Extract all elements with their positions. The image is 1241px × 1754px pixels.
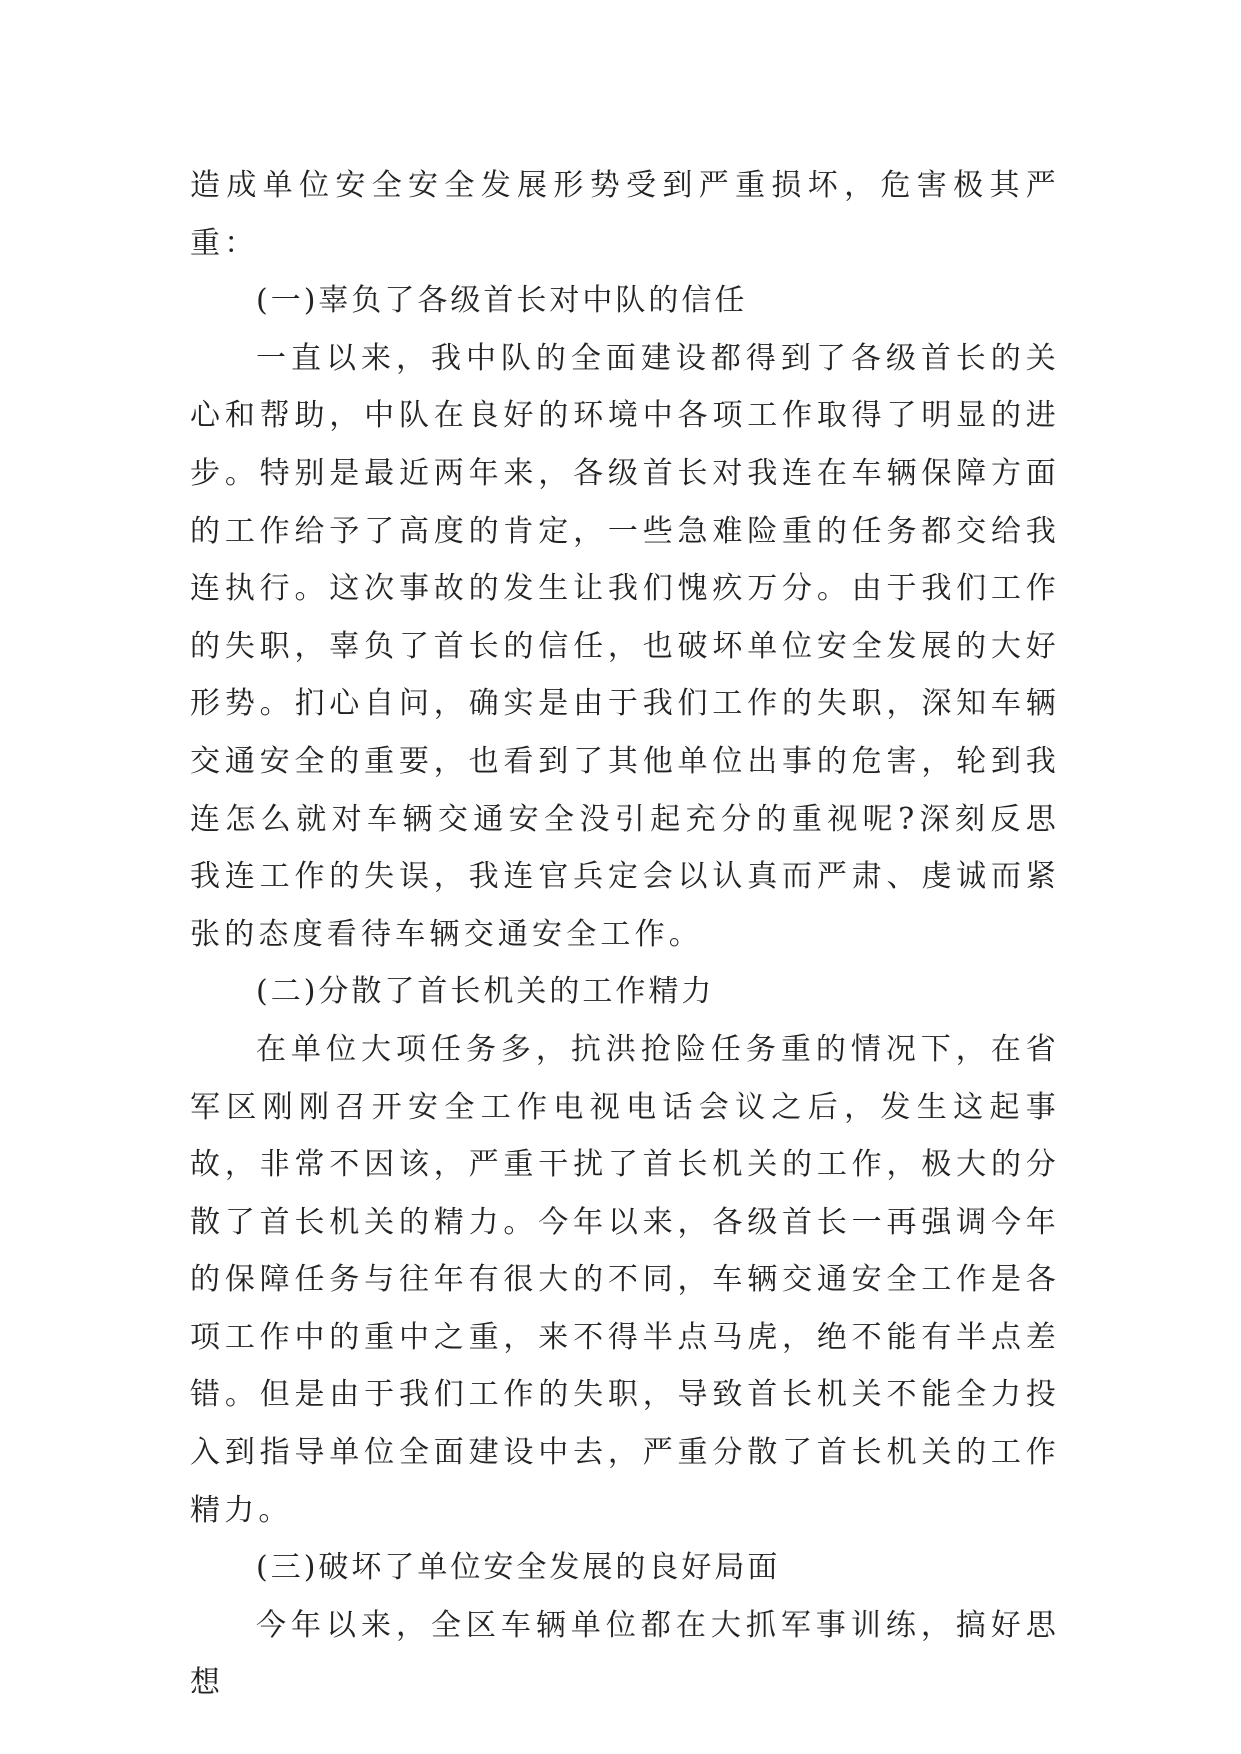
section-heading-3: (三)破坏了单位安全发展的良好局面 <box>256 1550 781 1586</box>
body-paragraph-2: 在单位大项任务多，抗洪抢险任务重的情况下，在省军区刚刚召开安全工作电视电话会议之后，发生这起事故，非常不因该，严重干扰了首长机关的工作，极大的分散了首长机关的精力。今年以来，各级首长一再强调今年的保障任务与往年有很大的不同，车辆交通安全工作是各项工作中的重中之重，来不得半点马虎，绝不能有半点差错。但是由于我们工作的失职，导致首长机关不能全力投入到指导单位全面建设中去，严重分散了首长机关的工作精力。 <box>190 1031 1060 1528</box>
continuation-paragraph: 造成单位安全安全发展形势受到严重损坏，危害极其严重： <box>190 168 1060 261</box>
section-heading-1: (一)辜负了各级首长对中队的信任 <box>256 283 748 319</box>
body-paragraph-3: 今年以来，全区车辆单位都在大抓军事训练，搞好思想 <box>190 1607 1060 1701</box>
body-paragraph-1: 一直以来，我中队的全面建设都得到了各级首长的关心和帮助，中队在良好的环境中各项工作取得了明显的进步。特别是最近两年来，各级首长对我连在车辆保障方面的工作给予了高度的肯定，一些急难险重的任务都交给我连执行。这次事故的发生让我们愧疚万分。由于我们工作的失职，辜负了首长的信任，也破坏单位安全发展的大好形势。扪心自问，确实是由于我们工作的失职，深知车辆交通安全的重要，也看到了其他单位出事的危害，轮到我连怎么就对车辆交通安全没引起充分的重视呢?深刻反思我连工作的失误，我连官兵定会以认真而严肃、虔诚而紧张的态度看待车辆交通安全工作。 <box>190 340 1060 952</box>
document-body <box>190 157 1060 1712</box>
section-heading-2: (二)分散了首长机关的工作精力 <box>256 974 715 1010</box>
